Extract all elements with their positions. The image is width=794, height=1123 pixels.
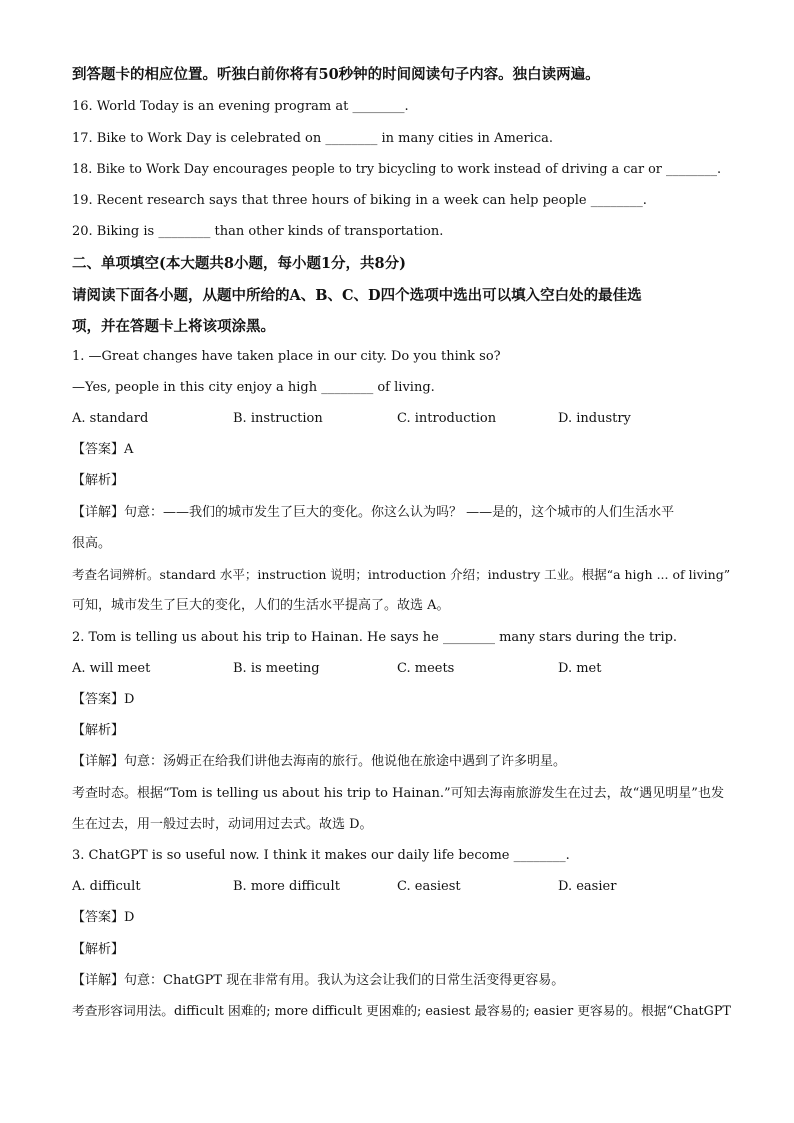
question-3-detail-line-2: 考查形容词用法。difficult 困难的; more difficult 更困难的; easiest 最容易的; easier 更容易的。根据“ChatGPT — [72, 1004, 731, 1019]
question-2-detail-line-2: 考查时态。根据“Tom is telling us about his trip to Hainan.”可知去海南旅游发生在过去，故“遇见明星”也发 — [72, 786, 724, 801]
option-b: B. is meeting — [233, 661, 320, 676]
answer-label: 【答案】 — [72, 910, 125, 925]
question-1-answer — [72, 440, 732, 460]
question-2-analysis-label: 【解析】 — [72, 723, 125, 738]
question-1-detail-line-4: 可知，城市发生了巨大的变化，人们的生活水平提高了。故选 A。 — [72, 598, 450, 613]
option-d: D. easier — [558, 879, 617, 894]
intro-line: 到答题卡的相应位置。听独白前你将有50秒钟的时间阅读句子内容。独白读两遍。 — [72, 66, 600, 83]
listening-item-18: 18. Bike to Work Day encourages people to try bicycling to work instead of driving a car or ________. — [72, 162, 722, 177]
listening-item-16: 16. World Today is an evening program at ________. — [72, 99, 409, 114]
option-b: B. more difficult — [233, 879, 340, 894]
question-3-analysis-label: 【解析】 — [72, 942, 125, 957]
option-a: A. standard — [72, 411, 149, 426]
question-2-stem-line-1: 2. Tom is telling us about his trip to Hainan. He says he ________ many stars during the trip. — [72, 630, 678, 645]
question-1-detail-line-3: 考查名词辨析。standard 水平；instruction 说明；introduction 介绍；industry 工业。根据“a high ... of living” — [72, 567, 731, 582]
option-c: C. introduction — [397, 411, 497, 426]
option-d: D. industry — [558, 411, 631, 426]
option-b: B. instruction — [233, 411, 323, 426]
question-3-detail-line-1: 【详解】句意：ChatGPT 现在非常有用。我认为这会让我们的日常生活变得更容易。 — [72, 973, 565, 988]
question-2-detail-line-1: 【详解】句意：汤姆正在给我们讲他去海南的旅行。他说他在旅途中遇到了许多明星。 — [72, 754, 567, 769]
option-c: C. meets — [397, 661, 455, 676]
option-a: A. difficult — [72, 879, 141, 894]
answer-value: D — [124, 692, 135, 707]
question-1-stem-line-2: —Yes, people in this city enjoy a high ________ of living. — [72, 380, 435, 395]
answer-value: D — [124, 910, 135, 925]
question-1-detail-line-2: 很高。 — [72, 536, 112, 551]
listening-item-17: 17. Bike to Work Day is celebrated on ________ in many cities in America. — [72, 131, 554, 146]
question-1-stem-line-1: 1. —Great changes have taken place in our city. Do you think so? — [72, 349, 501, 364]
option-d: D. met — [558, 661, 602, 676]
answer-label: 【答案】 — [72, 692, 125, 707]
question-1-detail-line-1: 【详解】句意：——我们的城市发生了巨大的变化。你这么认为吗？ ——是的，这个城市的人们生活水平 — [72, 505, 675, 520]
listening-item-20: 20. Biking is ________ than other kinds of transportation. — [72, 224, 444, 239]
section-instruction-line-1: 请阅读下面各小题，从题中所给的A、B、C、D四个选项中选出可以填入空白处的最佳选 — [72, 287, 642, 304]
question-3-answer — [72, 908, 732, 928]
answer-value: A — [124, 442, 134, 457]
question-2-answer — [72, 690, 732, 710]
option-a: A. will meet — [72, 661, 151, 676]
listening-item-19: 19. Recent research says that three hours of biking in a week can help people ________. — [72, 193, 647, 208]
section-heading: 二、单项填空(本大题共8小题，每小题1分，共8分) — [72, 255, 406, 272]
option-c: C. easiest — [397, 879, 461, 894]
question-1-analysis-label: 【解析】 — [72, 473, 125, 488]
question-2-detail-line-3: 生在过去，用一般过去时，动词用过去式。故选 D。 — [72, 817, 373, 832]
question-3-stem-line-1: 3. ChatGPT is so useful now. I think it makes our daily life become ________. — [72, 848, 570, 863]
answer-label: 【答案】 — [72, 442, 125, 457]
section-instruction-line-2: 项，并在答题卡上将该项涂黑。 — [72, 318, 275, 335]
